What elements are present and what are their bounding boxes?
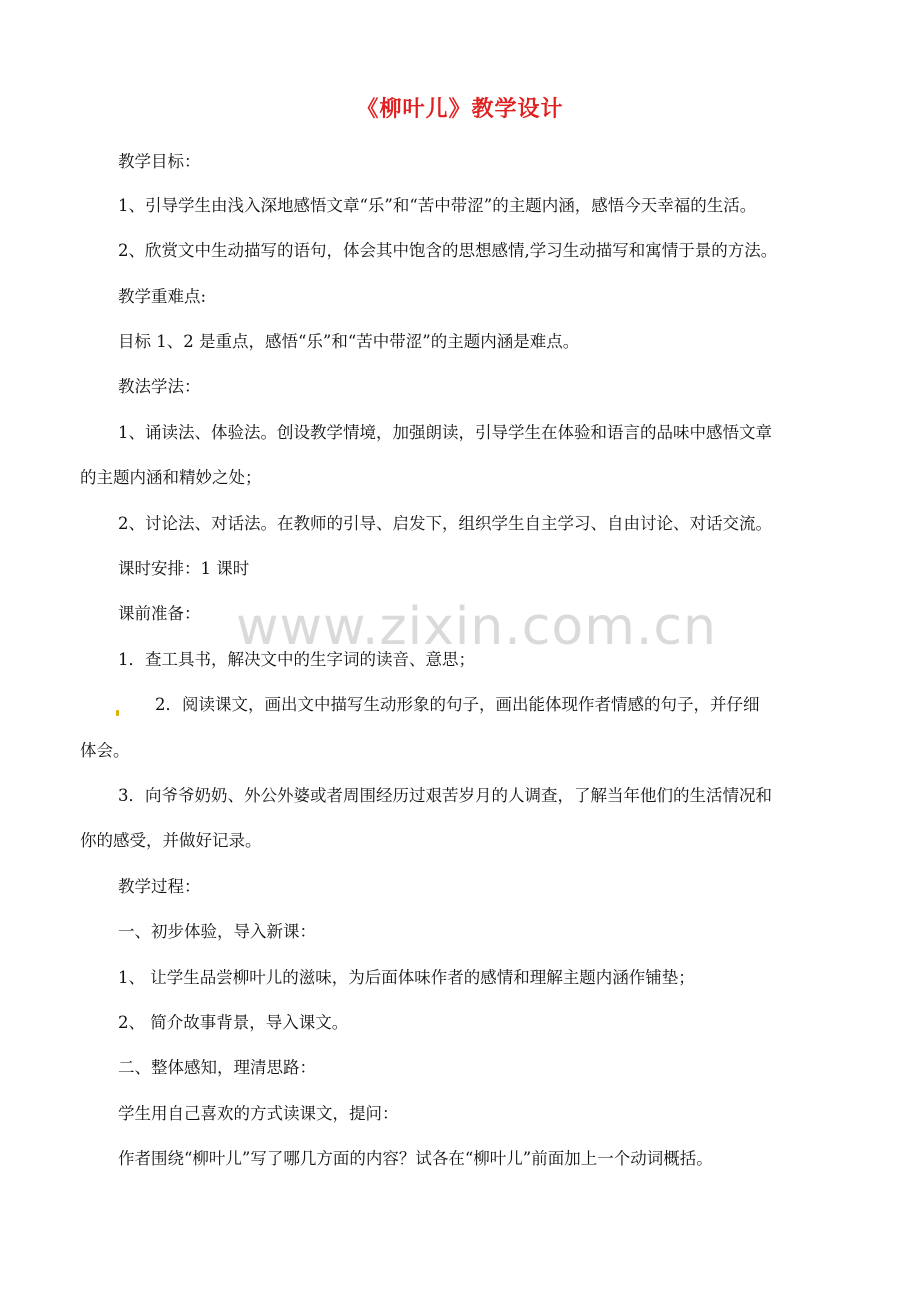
text-line: 1、诵读法、体验法。创设教学情境，加强朗读，引导学生在体验和语言的品味中感悟文章 bbox=[118, 423, 772, 442]
text-line: 1、引导学生由浅入深地感悟文章“乐”和“苦中带涩”的主题内涵，感悟今天幸福的生活。 bbox=[118, 196, 757, 215]
text-line: 课前准备： bbox=[118, 604, 201, 623]
text-line: 课时安排：1 课时 bbox=[118, 559, 250, 578]
text-line: 作者围绕“柳叶儿”写了哪几方面的内容？试各在“柳叶儿”前面加上一个动词概括。 bbox=[118, 1149, 713, 1168]
text-line: 1．查工具书，解决文中的生字词的读音、意思； bbox=[118, 650, 475, 669]
text-line: 教法学法： bbox=[118, 377, 201, 396]
text-line: 教学重难点: bbox=[118, 287, 207, 306]
text-line: 二、整体感知，理清思路： bbox=[118, 1058, 316, 1077]
text-line: 2、 简介故事背景，导入课文。 bbox=[118, 1013, 349, 1032]
text-line: 的主题内涵和精妙之处； bbox=[80, 468, 262, 487]
text-line: 1、 让学生品尝柳叶儿的滋味，为后面体味作者的感情和理解主题内涵作铺垫； bbox=[118, 968, 695, 987]
text-line: 3．向爷爷奶奶、外公外婆或者周围经历过艰苦岁月的人调查，了解当年他们的生活情况和 bbox=[118, 786, 772, 805]
text-line: 教学目标： bbox=[118, 152, 201, 171]
text-line: 学生用自己喜欢的方式读课文，提问： bbox=[118, 1104, 399, 1123]
text-line: 目标 1、2 是重点，感悟“乐”和“苦中带涩”的主题内涵是难点。 bbox=[118, 332, 580, 351]
text-line: 2、欣赏文中生动描写的语句，体会其中饱含的思想感情,学习生动描写和寓情于景的方法。 bbox=[118, 241, 778, 260]
watermark: www.zixin.com.cn bbox=[236, 597, 717, 657]
marker-dot bbox=[116, 710, 119, 716]
text-line: 2．阅读课文，画出文中描写生动形象的句子，画出能体现作者情感的句子，并仔细 bbox=[155, 695, 760, 714]
document-title: 《柳叶儿》教学设计 bbox=[356, 97, 564, 122]
text-line: 你的感受，并做好记录。 bbox=[80, 831, 262, 850]
text-line: 一、初步体验，导入新课： bbox=[118, 922, 316, 941]
text-line: 体会。 bbox=[80, 741, 130, 760]
text-line: 教学过程： bbox=[118, 877, 201, 896]
text-line: 2、讨论法、对话法。在教师的引导、启发下，组织学生自主学习、自由讨论、对话交流。 bbox=[118, 514, 772, 533]
